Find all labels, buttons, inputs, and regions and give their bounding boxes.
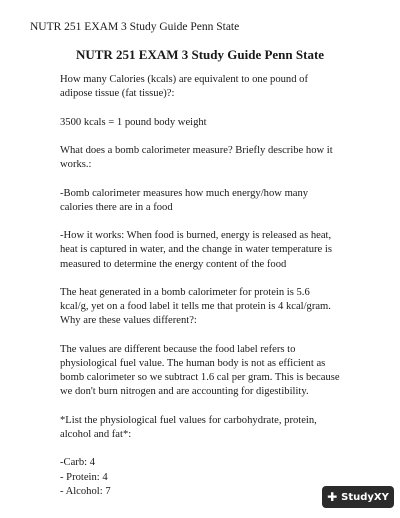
question-paragraph: How many Calories (kcals) are equivalent to one pound of adipose tissue (fat tissue)?: — [60, 74, 308, 100]
plus-icon: ✚ — [327, 490, 338, 504]
running-header: NUTR 251 EXAM 3 Study Guide Penn State — [30, 21, 240, 33]
answer-paragraph: 3500 kcals = 1 pound body weight — [60, 116, 207, 128]
question-paragraph: *List the physiological fuel values for carbohydrate, protein, alcohol and fat*: — [60, 414, 317, 440]
question-paragraph: What does a bomb calorimeter measure? Briefly describe how it works.: — [60, 144, 333, 171]
answer-paragraph: The values are different because the food label refers to physiological fuel value. The human body is not as efficient as bomb calorimeter so we subtract 1.6 cal per gram. This is because we don't burn nitrogen and are accounting for digestibility. — [60, 343, 340, 398]
document-body — [60, 73, 340, 499]
answer-paragraph: -Bomb calorimeter measures how much energy/how many calories there are in a food — [60, 187, 309, 213]
list-item: - Protein: 4 — [60, 471, 108, 483]
question-paragraph: The heat generated in a bomb calorimeter for protein is 5.6 kcal/g, yet on a food label it tells me that protein is 4 kcal/gram. Why are these values different?: — [60, 286, 331, 327]
answer-paragraph: -How it works: When food is burned, energy is released as heat, heat is captured in water, and the change in water temperature is measured to determine the energy content of the food — [60, 230, 332, 270]
badge-label: StudyXY — [341, 491, 389, 503]
list-item: -Carb: 4 — [60, 457, 96, 469]
document-title: NUTR 251 EXAM 3 Study Guide Penn State — [75, 47, 325, 62]
list-item: - Alcohol: 7 — [60, 485, 111, 497]
studyxy-badge[interactable] — [322, 486, 394, 508]
